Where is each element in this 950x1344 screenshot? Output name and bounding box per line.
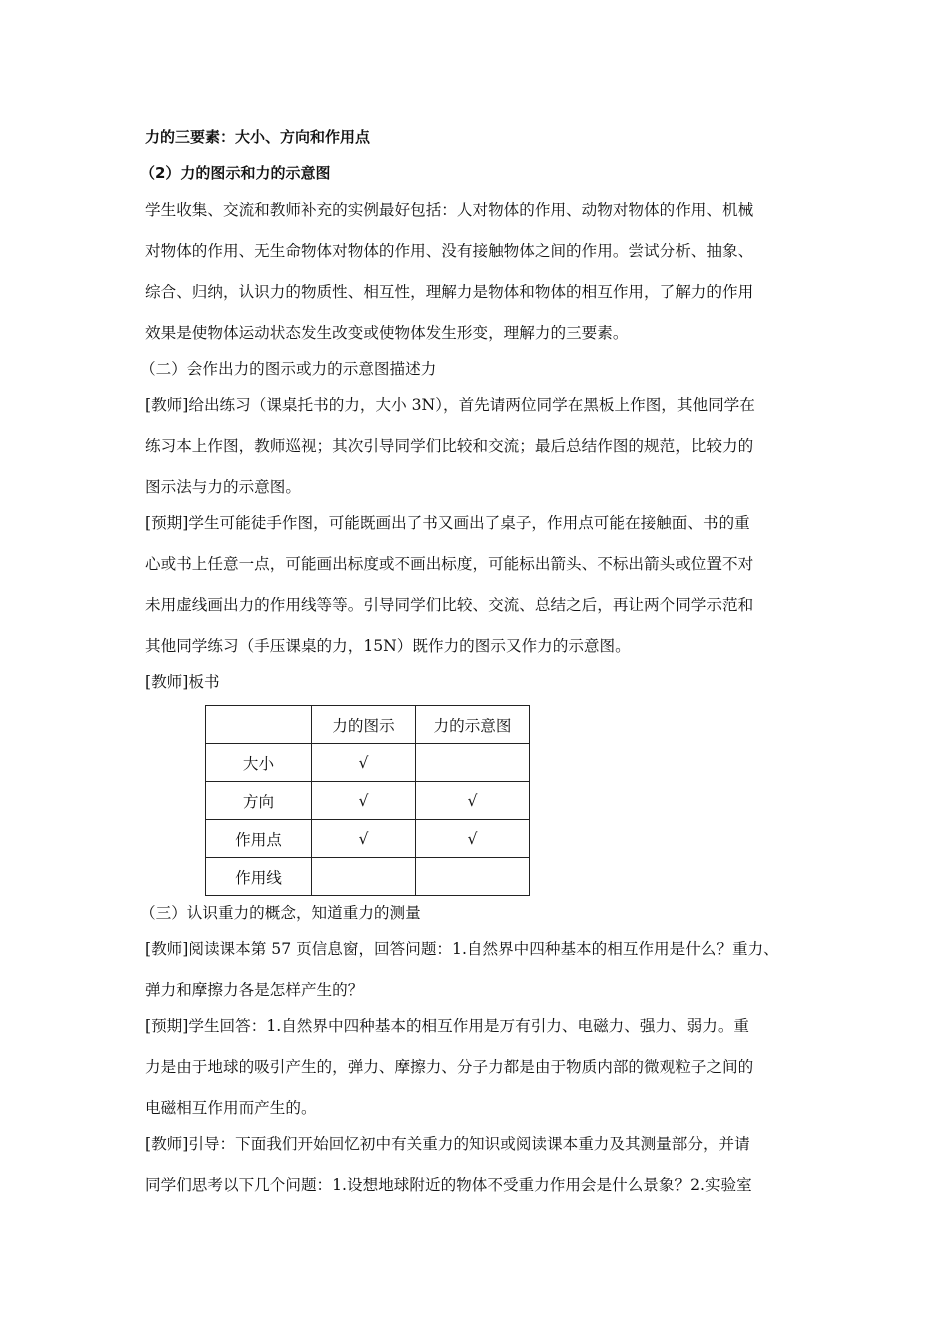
table-row [206,820,530,858]
section-title: （三）认识重力的概念，知道重力的测量 [140,904,421,922]
paragraph-line: 同学们思考以下几个问题：1.设想地球附近的物体不受重力作用会是什么景象？2.实验室 [145,1176,752,1194]
check-cell [416,744,530,782]
check-cell: √ [312,744,416,782]
section-title: （二）会作出力的图示或力的示意图描述力 [140,360,437,378]
table-header-cell: 力的示意图 [416,706,530,744]
paragraph-line: [教师]引导：下面我们开始回忆初中有关重力的知识或阅读课本重力及其测量部分，并请 [145,1135,750,1153]
table-row [206,744,530,782]
table-header-row [206,706,530,744]
paragraph-line: 效果是使物体运动状态发生改变或使物体发生形变，理解力的三要素。 [145,324,629,342]
paragraph-line: 其他同学练习（手压课桌的力，15N）既作力的图示又作力的示意图。 [145,637,631,655]
comparison-table [205,705,530,896]
board-label: [教师]板书 [145,673,220,691]
table-row [206,858,530,896]
paragraph-line: 未用虚线画出力的作用线等等。引导同学们比较、交流、总结之后，再让两个同学示范和 [145,596,754,614]
paragraph-line: [预期]学生可能徒手作图，可能既画出了书又画出了桌子，作用点可能在接触面、书的重 [145,514,750,532]
table-row [206,782,530,820]
check-cell [416,858,530,896]
paragraph-line: 电磁相互作用而产生的。 [145,1099,317,1117]
paragraph-line: 图示法与力的示意图。 [145,478,301,496]
check-cell: √ [416,782,530,820]
table-header-cell: 力的图示 [312,706,416,744]
row-label: 方向 [206,782,312,820]
check-cell: √ [312,782,416,820]
row-label: 大小 [206,744,312,782]
paragraph-line: 力是由于地球的吸引产生的，弹力、摩擦力、分子力都是由于物质内部的微观粒子之间的 [145,1058,754,1076]
row-label: 作用线 [206,858,312,896]
paragraph-line: 对物体的作用、无生命物体对物体的作用、没有接触物体之间的作用。尝试分析、抽象、 [145,242,754,260]
paragraph-line: 弹力和摩擦力各是怎样产生的？ [145,981,364,999]
table-cell [206,706,312,744]
heading-three-elements: 力的三要素：大小、方向和作用点 [145,128,371,146]
paragraph-line: [教师]阅读课本第 57 页信息窗，回答问题：1.自然界中四种基本的相互作用是什么？重力、 [145,940,779,958]
paragraph-line: 心或书上任意一点，可能画出标度或不画出标度，可能标出箭头、不标出箭头或位置不对 [145,555,754,573]
paragraph-line: 练习本上作图，教师巡视；其次引导同学们比较和交流；最后总结作图的规范，比较力的 [145,437,754,455]
check-cell [312,858,416,896]
row-label: 作用点 [206,820,312,858]
heading-force-diagram: （2）力的图示和力的示意图 [140,164,331,182]
paragraph-line: [教师]给出练习（课桌托书的力，大小 3N），首先请两位同学在黑板上作图，其他同学在 [145,396,755,414]
paragraph-line: 学生收集、交流和教师补充的实例最好包括：人对物体的作用、动物对物体的作用、机械 [145,201,754,219]
paragraph-line: [预期]学生回答：1.自然界中四种基本的相互作用是万有引力、电磁力、强力、弱力。重 [145,1017,750,1035]
check-cell: √ [312,820,416,858]
paragraph-line: 综合、归纳，认识力的物质性、相互性，理解力是物体和物体的相互作用，了解力的作用 [145,283,754,301]
check-cell: √ [416,820,530,858]
